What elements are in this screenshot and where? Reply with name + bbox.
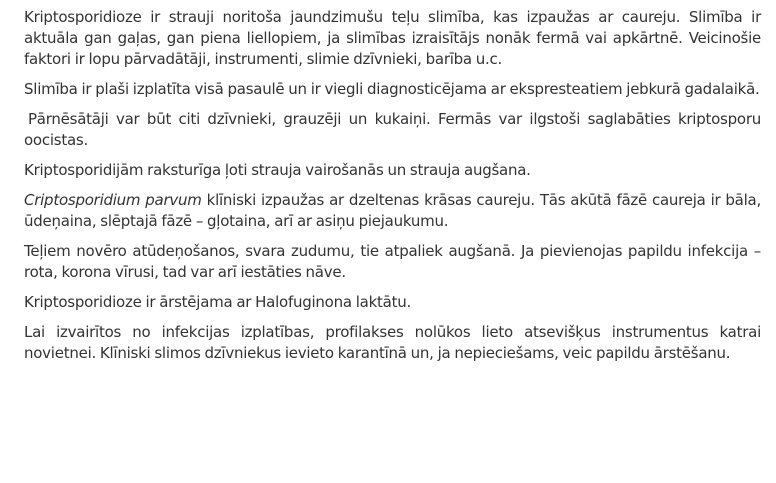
- paragraph-carriers: Pārnēsātāji var būt citi dzīvnieki, grauzēji un kukaiņi. Fermās var ilgstoši saglabāties kriptosporu oocistas.: [24, 110, 761, 149]
- paragraph-treatment: Kriptosporidioze ir ārstējama ar Halofuginona laktātu.: [24, 293, 411, 311]
- species-name: Criptosporidium parvum: [24, 191, 202, 209]
- paragraph-spread: Slimība ir plaši izplatīta visā pasaulē un ir viegli diagnosticējama ar ekspresteatiem jebkurā gadalaikā.: [24, 80, 760, 98]
- paragraph-prevention: Lai izvairītos no infekcijas izplatības, profilakses nolūkos lieto atsevišķus instrumentus katrai novietnei. Klīniski slimos dzīvniekus ievieto karantīnā un, ja nepieciešams, veic papildu ārstēšanu.: [24, 323, 761, 362]
- paragraph-intro: Kriptosporidioze ir strauji noritoša jaundzimušu teļu slimība, kas izpaužas ar caureju. Slimība ir aktuāla gan gaļas, gan piena liellopiem, ja slimības izraisītājs nonāk fermā vai apkārtnē. Veicinošie faktori ir lopu pārvadātāji, instrumenti, slimie dzīvnieki, barība u.c.: [24, 8, 761, 68]
- paragraph-complications: Teļiem novēro atūdeņošanos, svara zudumu, tie atpaliek augšanā. Ja pievienojas papildu infekcija – rota, korona vīrusi, tad var arī iestāties nāve.: [24, 242, 761, 281]
- symptoms-text: klīniski izpaužas ar dzeltenas krāsas caureju. Tās akūtā fāzē caureja ir bāla, ūdeņaina, slēptajā fāzē – gļotaina, arī ar asiņu piejaukumu.: [24, 191, 761, 230]
- article-body: [24, 7, 761, 373]
- paragraph-symptoms: [24, 190, 761, 232]
- paragraph-reproduction: Kriptosporidijām raksturīga ļoti strauja vairošanās un strauja augšana.: [24, 161, 531, 179]
